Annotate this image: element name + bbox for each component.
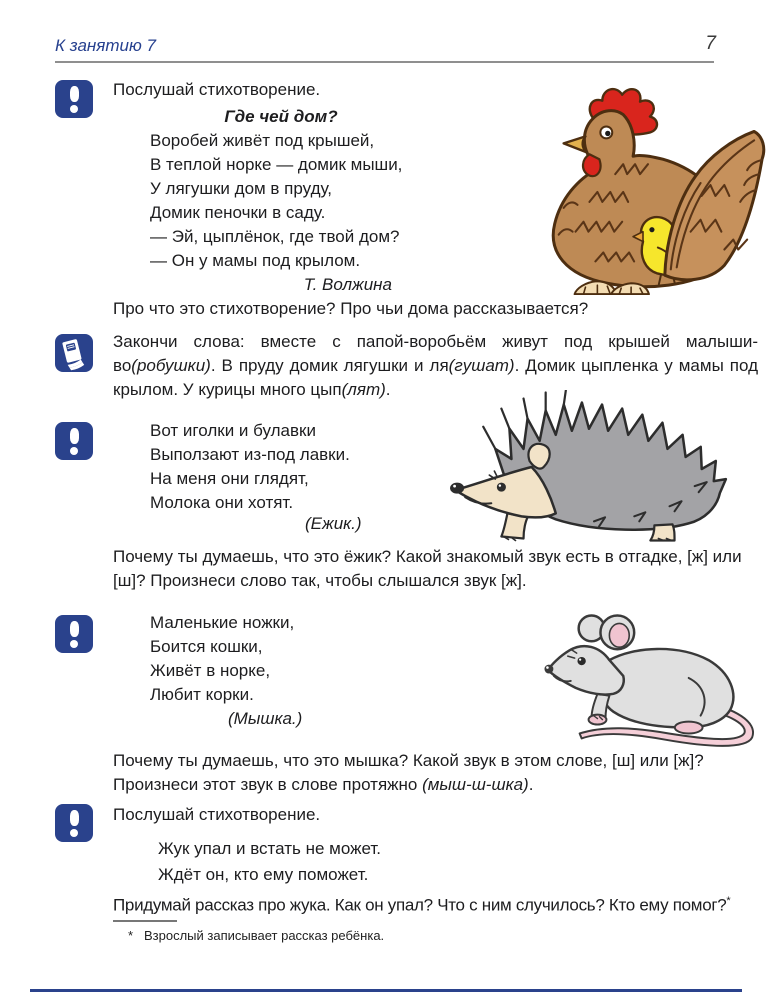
riddle-line: Любит корки. <box>150 685 254 704</box>
poem-line: Воробей живёт под крышей, <box>150 131 375 150</box>
poem-line: Ждёт он, кто ему поможет. <box>158 865 369 884</box>
question-text: Про что это стихотворение? Про чьи дома рассказывается? <box>113 299 589 318</box>
poem-line: У лягушки дом в пруду, <box>150 179 333 198</box>
footnote-text: Взрослый записывает рассказ ребёнка. <box>144 928 385 943</box>
poem-author: Т. Волжина <box>303 275 392 294</box>
poem-line: — Он у мамы под крылом. <box>150 251 361 270</box>
riddle-block <box>150 419 350 515</box>
book-icon <box>55 334 93 372</box>
poem-line: — Эй, цыплёнок, где твой дом? <box>150 227 400 246</box>
exclamation-icon <box>55 804 93 842</box>
poem-block <box>150 105 412 297</box>
footnote <box>128 928 384 944</box>
riddle-line: Боится кошки, <box>150 637 263 656</box>
footnote-ref: * <box>726 895 731 907</box>
question-text: Почему ты думаешь, что это ёжик? Какой знакомый звук есть в отгадке, [ж] или [ш]? Произнеси слово так, чтобы слышался звук [ж]. <box>113 547 742 590</box>
exclamation-icon <box>55 422 93 460</box>
poem-line: В теплой норке — домик мыши, <box>150 155 403 174</box>
riddle-line: Вот иголки и булавки <box>150 421 316 440</box>
mouse-illustration <box>540 598 768 748</box>
riddle-line: На меня они глядят, <box>150 469 309 488</box>
footnote-marker: * <box>128 928 134 943</box>
exclamation-icon <box>55 615 93 653</box>
riddle-answer: (Мышка.) <box>228 709 303 728</box>
poem-title: Где чей дом? <box>224 107 338 126</box>
task-intro: Послушай стихотворение. <box>113 805 321 824</box>
question-text: Почему ты думаешь, что это мышка? Какой звук в этом слове, [ш] или [ж]? Произнеси этот звук в слове протяжно (мыш-ш-шка). <box>113 751 704 794</box>
riddle-line: Живёт в норке, <box>150 661 271 680</box>
page-number: 7 <box>705 33 716 54</box>
poem-line: Жук упал и встать не может. <box>158 839 381 858</box>
riddle-line: Маленькие ножки, <box>150 613 295 632</box>
poem-block <box>158 836 381 888</box>
hedgehog-illustration <box>443 390 745 542</box>
riddle-line: Выползают из-под лавки. <box>150 445 350 464</box>
riddle-answer: (Ежик.) <box>305 514 362 533</box>
riddle-block <box>150 611 294 707</box>
riddle-line: Молока они хотят. <box>150 493 294 512</box>
exclamation-icon <box>55 80 93 118</box>
header-section-label: К занятию 7 <box>55 36 156 55</box>
footnote-rule <box>113 920 177 922</box>
header-rule <box>55 61 714 63</box>
task-intro: Послушай стихотворение. <box>113 80 321 99</box>
hen-with-chick-illustration <box>520 80 768 295</box>
poem-line: Домик пеночки в саду. <box>150 203 326 222</box>
footer-rule <box>30 989 742 992</box>
fill-in-task-text: Закончи слова: вместе с папой-воробьём живут под крышей малыши-во(робушки). В пруду домик лягушки и ля(гушат). Домик цыпленка у мамы под крылом. У курицы много цып(лят). <box>113 332 758 399</box>
story-prompt: Придумай рассказ про жука. Как он упал? Что с ним случилось? Кто ему помог?* <box>113 895 731 915</box>
